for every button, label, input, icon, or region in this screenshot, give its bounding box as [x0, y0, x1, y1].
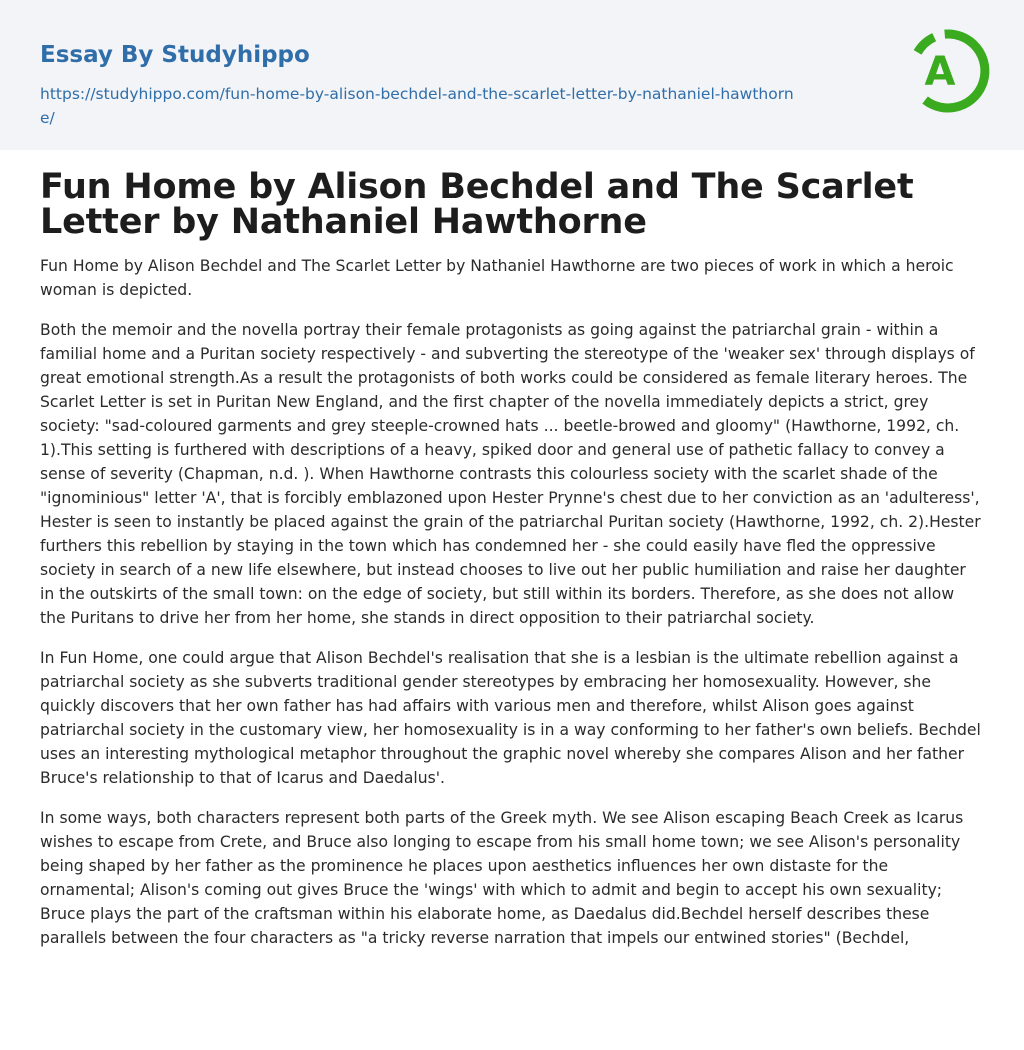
- page-header: [0, 0, 1024, 150]
- logo-letter: A: [924, 49, 956, 95]
- article-paragraph-2: Both the memoir and the novella portray their female protagonists as going against the patriarchal grain - within a familial home and a Puritan society respectively - and subverting the stereotype of the 'weaker sex' through displays of great emotional strength.As a result the protagonists of both works could be considered as female literary heroes. The Scarlet Letter is set in Puritan New England, and the first chapter of the novella immediately depicts a strict, grey society: "sad-coloured garments and grey steeple-crowned hats ... beetle-browed and gloomy" (Hawthorne, 1992, ch. 1).This setting is furthered with descriptions of a heavy, spiked door and general use of pathetic fallacy to convey a sense of severity (Chapman, n.d. ). When Hawthorne contrasts this colourless society with the scarlet shade of the "ignominious" letter 'A', that is forcibly emblazoned upon Hester Prynne's chest due to her conviction as an 'adulteress', Hester is seen to instantly be placed against the grain of the patriarchal Puritan society (Hawthorne, 1992, ch. 2).Hester furthers this rebellion by staying in the town which has condemned her - she could easily have fled the oppressive society in search of a new life elsewhere, but instead chooses to live out her public humiliation and raise her daughter in the outskirts of the small town: on the edge of society, but still within its borders. Therefore, as she does not allow the Puritans to drive her from her home, she stands in direct opposition to their patriarchal society.: [40, 321, 981, 627]
- article-paragraph-1: Fun Home by Alison Bechdel and The Scarlet Letter by Nathaniel Hawthorne are two pieces of work in which a heroic woman is depicted.: [40, 257, 954, 299]
- article: [0, 167, 1024, 950]
- source-url-link[interactable]: https://studyhippo.com/fun-home-by-alison-bechdel-and-the-scarlet-letter-by-nathaniel-hawthorne/: [40, 85, 794, 127]
- circular-letter-a-logo-icon[interactable]: [902, 25, 994, 117]
- article-paragraph-4: In some ways, both characters represent both parts of the Greek myth. We see Alison escaping Beach Creek as Icarus wishes to escape from Crete, and Bruce also longing to escape from his small home town; we see Alison's personality being shaped by her father as the prominence he places upon aesthetics influences her own distaste for the ornamental; Alison's coming out gives Bruce the 'wings' with which to admit and begin to accept his own sexuality; Bruce plays the part of the craftsman within his elaborate home, as Daedalus did.Bechdel herself describes these parallels between the four characters as "a tricky reverse narration that impels our entwined stories" (Bechdel,: [40, 809, 964, 947]
- site-brand[interactable]: Essay By Studyhippo: [40, 42, 310, 68]
- article-title: Fun Home by Alison Bechdel and The Scarlet Letter by Nathaniel Hawthorne: [40, 167, 914, 242]
- article-paragraph-3: In Fun Home, one could argue that Alison Bechdel's realisation that she is a lesbian is the ultimate rebellion against a patriarchal society as she subverts traditional gender stereotypes by embracing her homosexuality. However, she quickly discovers that her own father has had affairs with various men and therefore, whilst Alison goes against patriarchal society in the customary view, her homosexuality is in a way conforming to her father's own beliefs. Bechdel uses an interesting mythological metaphor throughout the graphic novel whereby she compares Alison and her father Bruce's relationship to that of Icarus and Daedalus'.: [40, 649, 981, 787]
